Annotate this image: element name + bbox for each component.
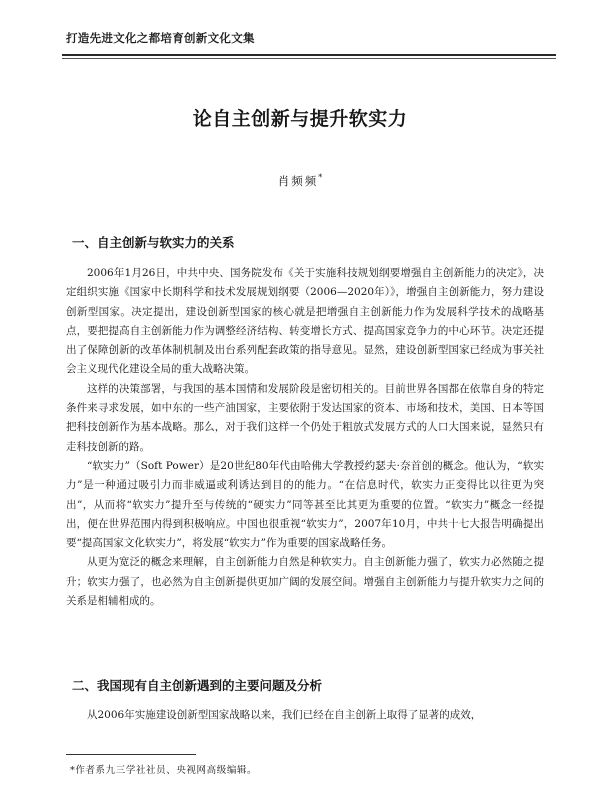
paragraph: 从2006年实施建设创新型国家战略以来，我们已经在自主创新上取得了显著的成效， [87, 709, 482, 721]
paragraph: 这样的决策部署，与我国的基本国情和发展阶段是密切相关的。目前世界各国都在依靠自身的特定条件来寻求发展，如中东的一些产油国家，主要依附于发达国家的资本、市场和技术，美国、日本等国把科技创新作为基本战略。那么，对于我们这样一个仍处于粗放式发展方式的人口大国来说，显然只有走科技创新的路。 [66, 382, 544, 453]
author-name: 肖频频 [277, 174, 319, 188]
footnote: *作者系九三学社社员、央视网高级编辑。 [70, 765, 258, 776]
paragraph: “软实力”（Soft Power）是20世纪80年代由哈佛大学教授约瑟夫·奈首创的概念。他认为，“软实力”是一种通过吸引力而非威逼或利诱达到目的的能力。“在信息时代，软实力正变得比以往更为突出”，从而将“软实力”提升至与传统的“硬实力”同等甚至比其更为重要的位置。“软实力”概念一经提出，便在世界范围内得到积极响应。中国也很重视“软实力”，2007年10月，中共十七大报告明确提出要“提高国家文化软实力”，将发展“软实力”作为重要的国家战略任务。 [66, 459, 544, 550]
section-heading-1: 一、自主创新与软实力的关系 [72, 235, 235, 250]
footnote-rule [66, 754, 196, 755]
header-rule-thin [62, 58, 556, 59]
section-1-body [66, 264, 544, 611]
paragraph: 2006年1月26日，中共中央、国务院发布《关于实施科技规划纲要增强自主创新能力的决定》，决定组织实施《国家中长期科学和技术发展规划纲要（2006—2020年）》，增强自主创新能力，努力建设创新型国家。决定提出，建设创新型国家的核心就是把增强自主创新能力作为发展科学技术的战略基点，要把提高自主创新能力作为调整经济结构、转变增长方式、提高国家竞争力的中心环节。决定还提出了保障创新的改革体制机制及出台系列配套政策的指导意见。显然，建设创新型国家已经成为事关社会主义现代化建设全局的重大战略决策。 [66, 267, 544, 376]
author-line [0, 173, 600, 189]
section-heading-2: 二、我国现有自主创新遇到的主要问题及分析 [72, 678, 323, 693]
running-header: 打造先进文化之都培育创新文化文集 [66, 31, 255, 45]
author-footnote-mark: * [318, 173, 323, 183]
page-title: 论自主创新与提升软实力 [192, 108, 408, 130]
section-2-body [66, 706, 544, 725]
header-rule [62, 54, 556, 56]
paragraph: 从更为宽泛的概念来理解，自主创新能力自然是种软实力。自主创新能力强了，软实力必然随之提升；软实力强了，也必然为自主创新提供更加广阔的发展空间。增强自主创新能力与提升软实力之间的关系是相辅相成的。 [66, 556, 544, 608]
